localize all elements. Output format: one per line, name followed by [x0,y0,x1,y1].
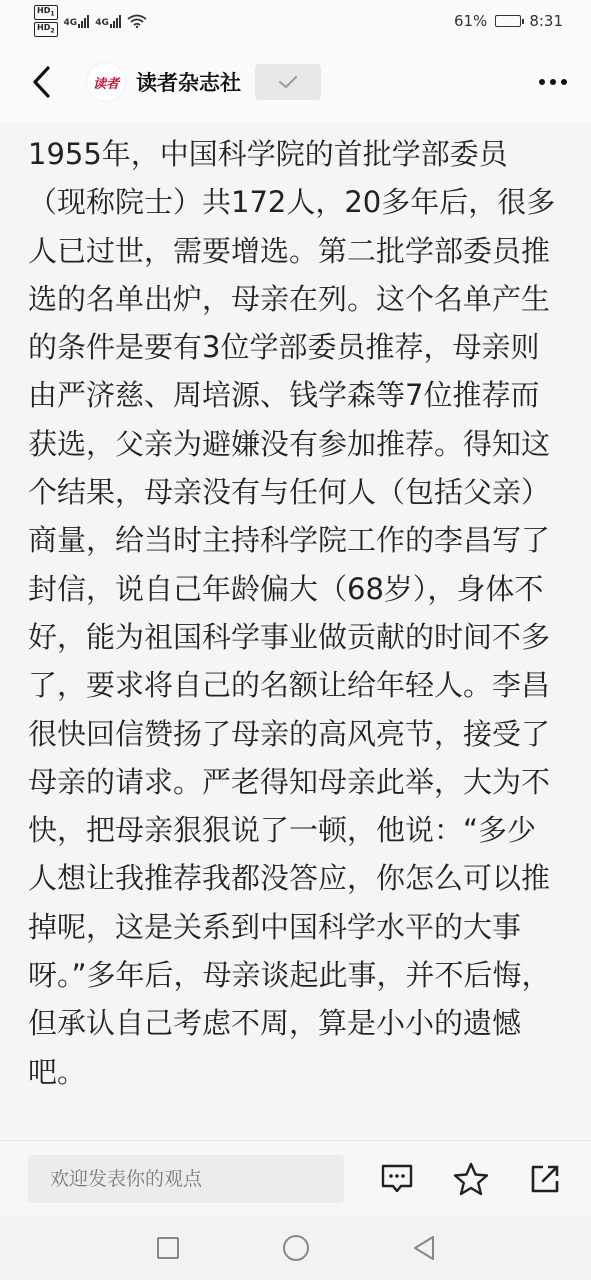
publisher-name[interactable]: 读者杂志社 [136,71,241,95]
clock: 8:31 [529,12,563,30]
article-paragraph: 1955年，中国科学院的首批学部委员（现称院士）共172人，20多年后，很多人已过世，需要增选。第二批学部委员推选的名单出炉，母亲在列。这个名单产生的条件是要有3位学部委员推荐，母亲则由严济慈、周培源、钱学森等7位推荐而获选，父亲为避嫌没有参加推荐。得知这个结果，母亲没有与任何人（包括父亲）商量，给当时主持科学院工作的李昌写了封信，说自己年龄偏大（68岁），身体不好，能为祖国科学事业做贡献的时间不多了，要求将自己的名额让给年轻人。李昌很快回信赞扬了母亲的高风亮节，接受了母亲的请求。严老得知母亲此举，大为不快，把母亲狠狠说了一顿，他说：“多少人想让我推荐我都没答应，你怎么可以推掉呢，这是关系到中国科学水平的大事呀。”多年后，母亲谈起此事，并不后悔，但承认自己考虑不周，算是小小的遗憾吧。 [28,137,556,1089]
check-icon [278,74,298,90]
signal-bars-icon [110,14,121,28]
more-horizontal-icon[interactable] [539,79,567,85]
network-type-1: 4G [63,18,78,28]
cellular-signal-1 [64,14,90,28]
wifi-icon [127,14,147,28]
battery-icon [495,15,521,27]
chevron-left-icon[interactable] [30,62,58,102]
recents-square-icon[interactable] [154,1234,182,1262]
publisher-logo[interactable] [86,62,126,102]
network-type-2: 4G [95,18,109,28]
bottom-action-bar [0,1140,591,1216]
comment-icon[interactable] [379,1161,415,1197]
hd-badge-2: $HD_2$ [34,22,58,37]
article-content[interactable] [0,122,591,1140]
signal-indicators [34,5,147,36]
back-triangle-icon[interactable] [410,1234,438,1262]
hd-badges [34,5,58,36]
hd-badge-1: $HD_1$ [34,5,58,20]
cellular-signal-2 [95,14,121,28]
star-icon[interactable] [453,1161,489,1197]
logo-text: 读者 [92,76,119,92]
follow-button[interactable] [255,64,321,100]
status-right [454,12,563,30]
status-bar [0,0,591,42]
app-bar [0,42,591,122]
signal-bars-icon [78,14,89,28]
home-circle-icon[interactable] [282,1234,310,1262]
article-actions [379,1161,563,1197]
comment-input[interactable] [28,1155,344,1203]
system-nav-bar [0,1216,591,1280]
battery-percent: 61% [453,12,488,30]
share-icon[interactable] [527,1161,563,1197]
